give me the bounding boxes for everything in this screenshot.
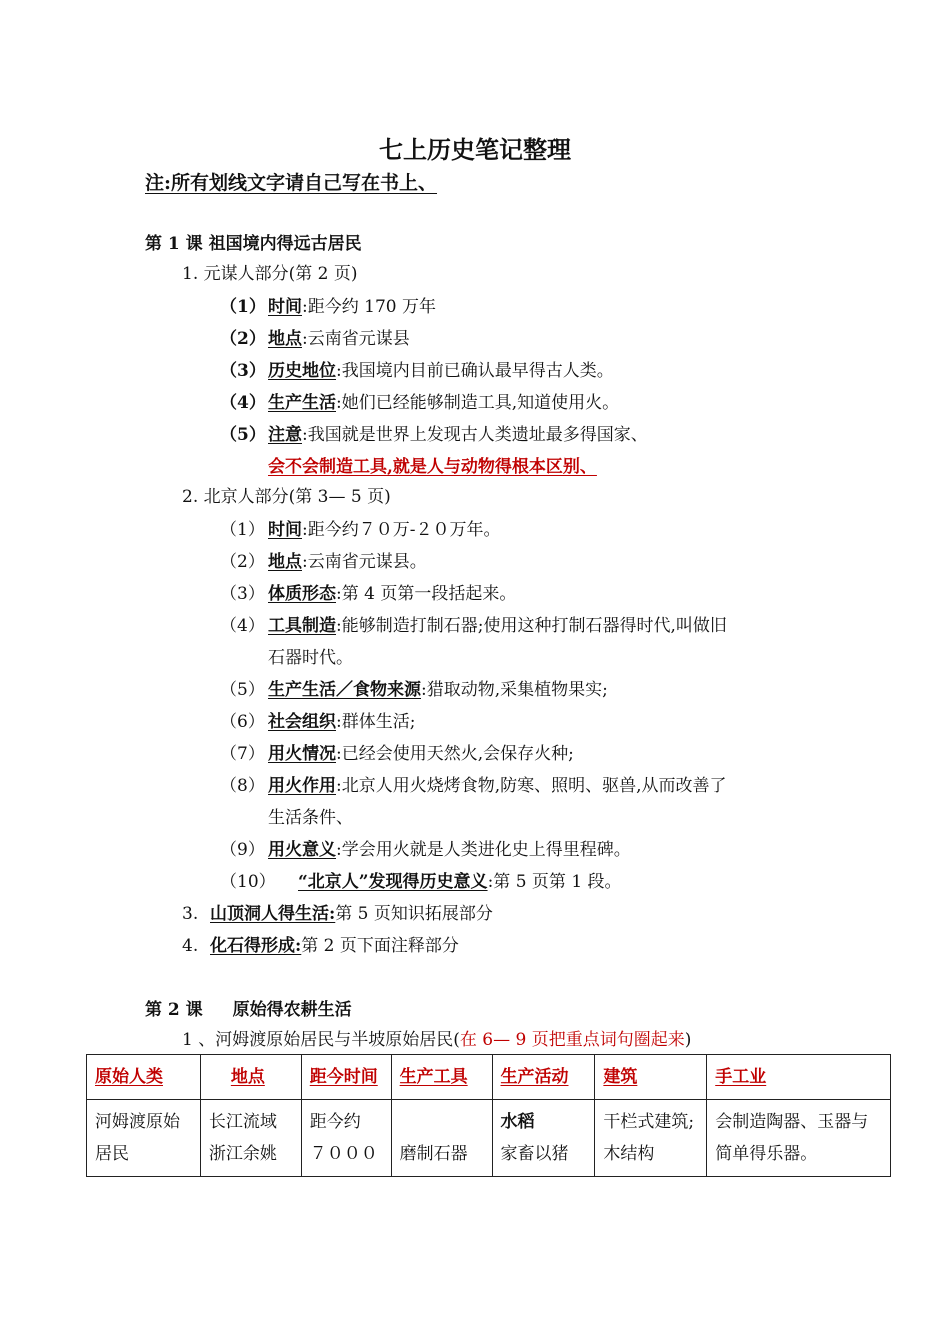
- comparison-table: [86, 1054, 891, 1177]
- list-item: （4） 工具制造:能够制造打制石器;使用这种打制石器得时代,叫做旧: [220, 616, 727, 636]
- section-4: 4. 化石得形成:第 2 页下面注释部分: [182, 936, 459, 956]
- page-title: 七上历史笔记整理: [379, 135, 571, 164]
- table-row: [87, 1100, 891, 1177]
- list-item: （1） 时间:距今约７０万-２０万年。: [220, 520, 501, 540]
- table-cell: 磨制石器: [391, 1100, 492, 1177]
- lesson-2-heading: 第 2 课 原始得农耕生活: [145, 1000, 352, 1020]
- table-cell: 距今约 ７０００: [301, 1100, 391, 1177]
- list-item-continuation: 生活条件、: [268, 808, 353, 828]
- list-item: （5） 注意:我国就是世界上发现古人类遗址最多得国家、: [220, 425, 648, 445]
- table-header: 原始人类: [87, 1055, 201, 1100]
- list-item: （5） 生产生活／食物来源:猎取动物,采集植物果实;: [220, 680, 608, 700]
- table-cell: 水稻 家畜以猪: [492, 1100, 595, 1177]
- list-item: （8） 用火作用:北京人用火烧烤食物,防寒、照明、驱兽,从而改善了: [220, 776, 727, 796]
- table-header: 手工业: [707, 1055, 891, 1100]
- table-header: 地点: [200, 1055, 301, 1100]
- list-item: （1） 时间:距今约 170 万年: [220, 297, 436, 317]
- red-emphasis-note: 会不会制造工具,就是人与动物得根本区别、: [268, 457, 597, 477]
- lesson-1-heading: 第 1 课 祖国境内得远古居民: [145, 234, 362, 254]
- table-header-row: [87, 1055, 891, 1100]
- table-header: 生产活动: [492, 1055, 595, 1100]
- list-item: （9） 用火意义:学会用火就是人类进化史上得里程碑。: [220, 840, 631, 860]
- table-header: 距今时间: [301, 1055, 391, 1100]
- list-item: （3） 历史地位:我国境内目前已确认最早得古人类。: [220, 361, 614, 381]
- table-cell: 干栏式建筑;木结构: [595, 1100, 707, 1177]
- list-item: （10） “北京人”发现得历史意义:第 5 页第 1 段。: [220, 872, 622, 892]
- table-cell: 河姆渡原始居民: [87, 1100, 201, 1177]
- table-header: 建筑: [595, 1055, 707, 1100]
- list-item: （6） 社会组织:群体生活;: [220, 712, 416, 732]
- section-3: 3. 山顶洞人得生活:第 5 页知识拓展部分: [182, 904, 493, 924]
- list-item: （7） 用火情况:已经会使用天然火,会保存火种;: [220, 744, 574, 764]
- page-note: 注:所有划线文字请自己写在书上、: [145, 172, 438, 194]
- list-item: （4） 生产生活:她们已经能够制造工具,知道使用火。: [220, 393, 620, 413]
- section-1-label: 1. 元谋人部分(第 2 页): [182, 264, 358, 284]
- table-cell: 会制造陶器、玉器与简单得乐器。: [707, 1100, 891, 1177]
- section-2-label: 2. 北京人部分(第 3— 5 页): [182, 487, 391, 507]
- list-item: （2） 地点:云南省元谋县: [220, 329, 410, 349]
- table-header: 生产工具: [391, 1055, 492, 1100]
- list-item-continuation: 石器时代。: [268, 648, 353, 668]
- list-item: （2） 地点:云南省元谋县。: [220, 552, 427, 572]
- lesson-2-intro: 1 、河姆渡原始居民与半坡原始居民(在 6— 9 页把重点词句圈起来): [182, 1030, 692, 1050]
- list-item: （3） 体质形态:第 4 页第一段括起来。: [220, 584, 517, 604]
- table-cell: 长江流域 浙江余姚: [200, 1100, 301, 1177]
